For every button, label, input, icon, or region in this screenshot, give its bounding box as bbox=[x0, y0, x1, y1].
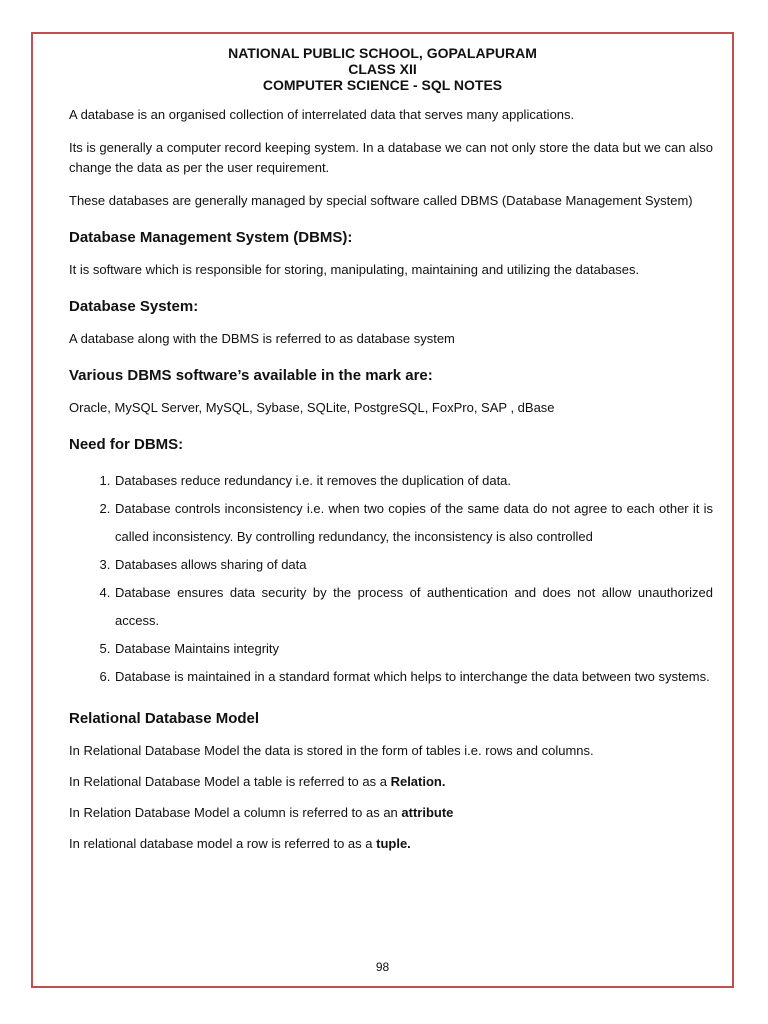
relational-line-2-text: In Relational Database Model a table is referred to as a bbox=[69, 774, 391, 789]
attribute-term: attribute bbox=[401, 805, 454, 820]
subject-title: COMPUTER SCIENCE - SQL NOTES bbox=[262, 77, 503, 93]
page-border bbox=[31, 32, 734, 988]
relation-term: Relation. bbox=[390, 774, 446, 789]
intro-paragraph-3: These databases are generally managed by special software called DBMS (Database Management System) bbox=[69, 193, 693, 208]
need-for-dbms-list bbox=[69, 467, 713, 691]
relational-line-1: In Relational Database Model the data is stored in the form of tables i.e. rows and columns. bbox=[69, 743, 594, 758]
dbms-software-list: Oracle, MySQL Server, MySQL, Sybase, SQLite, PostgreSQL, FoxPro, SAP , dBase bbox=[69, 400, 555, 415]
list-item: 4. Database ensures data security by the process of authentication and does not allow unauthorized access. bbox=[114, 579, 713, 635]
tuple-term: tuple. bbox=[376, 836, 411, 851]
intro-paragraph-2: Its is generally a computer record keeping system. In a database we can not only store the data but we can also change the data as per the user requirement. bbox=[69, 140, 713, 175]
document-header bbox=[33, 45, 732, 93]
need-for-dbms-heading: Need for DBMS: bbox=[69, 436, 184, 453]
relational-line-2 bbox=[69, 772, 713, 792]
dbms-software-heading: Various DBMS software’s available in the mark are: bbox=[69, 367, 433, 384]
list-item: 2. Database controls inconsistency i.e. when two copies of the same data do not agree to each other it is called inconsistency. By controlling redundancy, the inconsistency is also controlled bbox=[114, 495, 713, 551]
relational-model-heading: Relational Database Model bbox=[69, 710, 260, 727]
relational-model-section bbox=[69, 709, 713, 854]
database-system-heading: Database System: bbox=[69, 298, 199, 315]
relational-line-3 bbox=[69, 803, 713, 823]
list-item: 5. Database Maintains integrity bbox=[114, 635, 713, 663]
document-body bbox=[69, 105, 713, 865]
dbms-definition: It is software which is responsible for storing, manipulating, maintaining and utilizing the databases. bbox=[69, 262, 640, 277]
relational-line-3-text: In Relation Database Model a column is referred to as an bbox=[69, 805, 402, 820]
list-item: 3. Databases allows sharing of data bbox=[114, 551, 713, 579]
relational-line-4-text: In relational database model a row is referred to as a bbox=[69, 836, 377, 851]
class-label: CLASS XII bbox=[348, 61, 417, 77]
school-name: NATIONAL PUBLIC SCHOOL, GOPALAPURAM bbox=[228, 45, 537, 61]
page-number: 98 bbox=[375, 960, 390, 974]
relational-line-4 bbox=[69, 834, 713, 854]
intro-paragraph-1: A database is an organised collection of interrelated data that serves many applications. bbox=[69, 107, 575, 122]
list-item: 6. Database is maintained in a standard format which helps to interchange the data between two systems. bbox=[114, 663, 713, 691]
dbms-heading: Database Management System (DBMS): bbox=[69, 229, 353, 246]
database-system-definition: A database along with the DBMS is referred to as database system bbox=[69, 331, 455, 346]
list-item: 1. Databases reduce redundancy i.e. it removes the duplication of data. bbox=[114, 467, 713, 495]
